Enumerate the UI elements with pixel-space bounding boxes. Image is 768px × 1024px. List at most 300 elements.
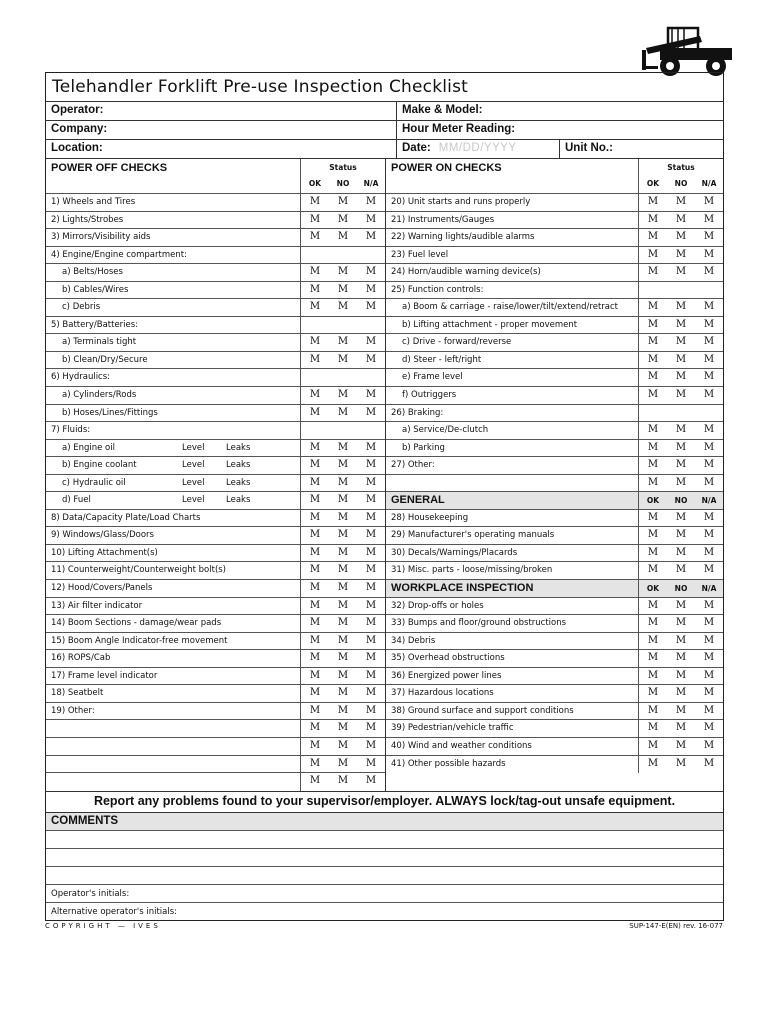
na-checkbox[interactable]: M <box>703 617 715 629</box>
na-checkbox[interactable]: M <box>703 652 715 664</box>
na-checkbox[interactable]: M <box>365 389 377 401</box>
ok-checkbox[interactable]: M <box>647 336 659 348</box>
no-checkbox[interactable]: M <box>337 599 349 611</box>
na-checkbox[interactable]: M <box>365 441 377 453</box>
ok-checkbox[interactable]: M <box>309 634 321 646</box>
ok-checkbox[interactable]: M <box>647 231 659 243</box>
no-checkbox[interactable]: M <box>675 266 687 278</box>
na-checkbox <box>695 282 723 299</box>
checklist-item-label <box>386 633 639 650</box>
na-checkbox[interactable]: M <box>703 196 715 207</box>
checklist-row <box>386 264 723 282</box>
na-checkbox[interactable]: M <box>703 476 715 488</box>
ok-checkbox[interactable]: M <box>309 283 321 295</box>
checklist-row <box>46 756 385 774</box>
na-checkbox[interactable]: M <box>365 406 377 418</box>
checklist-row <box>386 598 723 616</box>
date-field[interactable] <box>397 140 560 158</box>
no-checkbox[interactable]: M <box>675 704 687 716</box>
na-checkbox[interactable]: M <box>703 266 715 278</box>
na-checkbox[interactable]: M <box>365 722 377 734</box>
na-checkbox[interactable]: M <box>703 529 715 541</box>
status-header <box>301 159 385 193</box>
checklist-item-label <box>46 756 301 773</box>
na-checkbox[interactable]: M <box>703 459 715 471</box>
no-checkbox <box>329 317 357 334</box>
no-checkbox[interactable]: M <box>675 687 687 699</box>
item-text: 29) Manufacturer's operating manuals <box>391 530 555 541</box>
ok-checkbox[interactable]: M <box>647 529 659 541</box>
item-text: 36) Energized power lines <box>391 670 502 681</box>
item-text: 41) Other possible hazards <box>391 758 506 769</box>
na-checkbox[interactable]: M <box>703 704 715 716</box>
item-text: f) Outriggers <box>402 390 457 401</box>
na-checkbox[interactable]: M <box>365 564 377 576</box>
comment-line[interactable] <box>46 848 723 866</box>
ok-checkbox <box>639 282 667 299</box>
na-checkbox[interactable]: M <box>703 634 715 646</box>
ok-checkbox <box>301 369 329 386</box>
ok-checkbox[interactable]: M <box>647 318 659 330</box>
ok-checkbox[interactable]: M <box>309 301 321 313</box>
item-text: 1) Wheels and Tires <box>51 197 136 207</box>
checklist-row <box>46 773 385 791</box>
na-checkbox[interactable]: M <box>703 564 715 576</box>
power-off-title: POWER OFF CHECKS <box>46 159 301 193</box>
checklist-row <box>386 440 723 458</box>
power-off-column <box>46 159 386 791</box>
na-checkbox[interactable]: M <box>365 687 377 699</box>
no-checkbox[interactable]: M <box>675 353 687 365</box>
item-text: 5) Battery/Batteries: <box>51 319 139 330</box>
na-checkbox[interactable]: M <box>365 704 377 716</box>
no-checkbox[interactable]: M <box>337 564 349 576</box>
item-text: 33) Bumps and floor/ground obstructions <box>391 618 567 629</box>
checklist-row <box>386 475 723 493</box>
checklist-item-label <box>46 405 301 422</box>
checklist-item-label <box>46 633 301 650</box>
unit-no-field[interactable]: Unit No.: <box>565 142 613 154</box>
ok-checkbox[interactable]: M <box>647 652 659 664</box>
na-checkbox[interactable]: M <box>703 301 715 313</box>
power-on-header <box>386 159 723 194</box>
ok-checkbox[interactable]: M <box>309 529 321 541</box>
na-checkbox[interactable]: M <box>365 669 377 681</box>
checklist-item-label <box>46 685 301 702</box>
checklist-item-label <box>46 562 301 579</box>
no-checkbox[interactable]: M <box>675 248 687 260</box>
checklist-row <box>386 650 723 668</box>
no-checkbox[interactable]: M <box>675 669 687 681</box>
na-checkbox[interactable]: M <box>703 441 715 453</box>
no-checkbox[interactable]: M <box>675 459 687 471</box>
no-checkbox[interactable]: M <box>675 564 687 576</box>
status-header <box>639 159 723 193</box>
no-checkbox[interactable]: M <box>675 617 687 629</box>
item-text: a) Engine oil <box>62 442 115 453</box>
checklist-item-label <box>46 527 301 544</box>
alt-operator-initials-field[interactable]: Alternative operator's initials: <box>46 902 723 920</box>
checklist-item-label <box>386 685 639 702</box>
checklist-item-label <box>386 756 639 774</box>
checklist-row <box>46 527 385 545</box>
no-header: NO <box>674 179 688 188</box>
status-label: Status <box>329 163 357 172</box>
no-checkbox[interactable]: M <box>675 231 687 243</box>
item-text: 23) Fuel level <box>391 249 449 260</box>
na-checkbox[interactable]: M <box>703 248 715 260</box>
ok-checkbox[interactable]: M <box>647 424 659 436</box>
no-checkbox[interactable]: M <box>675 441 687 453</box>
checklist-item-label <box>46 440 301 457</box>
inspection-form <box>45 72 724 921</box>
no-header: NO <box>674 584 688 594</box>
checklist-item-label <box>46 194 301 211</box>
checklist-row <box>386 457 723 475</box>
item-text: 3) Mirrors/Visibility aids <box>51 232 151 243</box>
na-checkbox[interactable]: M <box>703 599 715 611</box>
no-checkbox[interactable]: M <box>337 459 349 471</box>
ok-checkbox[interactable]: M <box>647 704 659 716</box>
ok-checkbox[interactable]: M <box>647 617 659 629</box>
checklist-item-label <box>46 282 301 299</box>
checklist-item-label <box>386 405 639 422</box>
no-checkbox[interactable]: M <box>337 687 349 699</box>
na-checkbox[interactable]: M <box>703 739 715 751</box>
checklist-row <box>46 334 385 352</box>
ok-checkbox[interactable]: M <box>309 564 321 576</box>
ok-checkbox[interactable]: M <box>309 406 321 418</box>
checklist-item-label <box>386 247 639 264</box>
no-header: NO <box>674 496 688 506</box>
ok-checkbox[interactable]: M <box>647 389 659 401</box>
na-checkbox[interactable]: M <box>365 617 377 629</box>
item-text: 39) Pedestrian/vehicle traffic <box>391 723 514 734</box>
ok-checkbox[interactable]: M <box>647 739 659 751</box>
checklist-item-label <box>386 738 639 755</box>
na-header: N/A <box>701 584 717 594</box>
ok-checkbox[interactable]: M <box>309 266 321 278</box>
header-row-2 <box>46 120 723 139</box>
no-checkbox[interactable]: M <box>337 283 349 295</box>
checklist-item-label <box>46 475 301 492</box>
ok-checkbox[interactable]: M <box>647 476 659 488</box>
ok-checkbox[interactable]: M <box>309 459 321 471</box>
no-checkbox[interactable]: M <box>337 617 349 629</box>
ok-checkbox[interactable]: M <box>647 213 659 225</box>
checklist-row <box>46 685 385 703</box>
item-text: 13) Air filter indicator <box>51 600 143 611</box>
ok-checkbox[interactable]: M <box>647 634 659 646</box>
no-checkbox[interactable]: M <box>337 231 349 243</box>
na-checkbox[interactable]: M <box>365 652 377 664</box>
no-checkbox[interactable]: M <box>675 196 687 207</box>
comment-line[interactable] <box>46 866 723 884</box>
no-checkbox <box>329 422 357 439</box>
checklist-row <box>386 194 723 212</box>
na-checkbox[interactable]: M <box>703 231 715 243</box>
checklist-row <box>386 299 723 317</box>
operator-initials-field[interactable]: Operator's initials: <box>46 884 723 902</box>
item-text: 38) Ground surface and support conditions <box>391 705 574 716</box>
checklist-row <box>386 282 723 300</box>
no-checkbox[interactable]: M <box>675 529 687 541</box>
no-checkbox[interactable]: M <box>337 441 349 453</box>
ok-checkbox[interactable]: M <box>309 389 321 401</box>
item-text: b) Engine coolant <box>62 460 137 471</box>
ok-checkbox[interactable]: M <box>309 476 321 488</box>
ok-checkbox[interactable]: M <box>647 687 659 699</box>
ok-checkbox[interactable]: M <box>647 757 659 769</box>
na-checkbox[interactable]: M <box>365 582 377 594</box>
na-checkbox[interactable]: M <box>365 775 377 787</box>
ok-checkbox[interactable]: M <box>647 353 659 365</box>
no-checkbox[interactable]: M <box>337 336 349 348</box>
section-title: WORKPLACE INSPECTION <box>386 580 639 597</box>
no-checkbox[interactable]: M <box>675 511 687 523</box>
no-checkbox[interactable]: M <box>337 476 349 488</box>
checklist-row <box>386 668 723 686</box>
ok-checkbox[interactable]: M <box>309 353 321 365</box>
ok-checkbox[interactable]: M <box>647 301 659 313</box>
na-checkbox[interactable]: M <box>703 669 715 681</box>
na-checkbox[interactable]: M <box>365 283 377 295</box>
ok-checkbox[interactable]: M <box>309 669 321 681</box>
na-checkbox[interactable]: M <box>365 213 377 225</box>
level-label: Level <box>182 495 205 506</box>
no-checkbox[interactable]: M <box>675 652 687 664</box>
na-checkbox[interactable]: M <box>365 757 377 769</box>
item-text: b) Hoses/Lines/Fittings <box>62 407 158 418</box>
checklist-item-label <box>386 317 639 334</box>
ok-checkbox[interactable]: M <box>647 511 659 523</box>
na-header: N/A <box>701 496 717 506</box>
na-checkbox[interactable]: M <box>365 196 377 207</box>
no-checkbox[interactable]: M <box>675 424 687 436</box>
make-model-field[interactable]: Make & Model: <box>402 104 483 116</box>
no-checkbox[interactable]: M <box>337 775 349 787</box>
ok-checkbox[interactable]: M <box>309 599 321 611</box>
no-checkbox[interactable]: M <box>675 546 687 558</box>
na-checkbox[interactable]: M <box>365 459 377 471</box>
no-checkbox[interactable]: M <box>675 476 687 488</box>
location-field[interactable]: Location: <box>46 140 397 158</box>
no-checkbox[interactable]: M <box>337 529 349 541</box>
ok-checkbox[interactable]: M <box>309 336 321 348</box>
checklist-item-label <box>386 598 639 615</box>
ok-checkbox[interactable]: M <box>309 196 321 207</box>
ok-checkbox[interactable]: M <box>647 459 659 471</box>
na-checkbox[interactable]: M <box>703 757 715 769</box>
no-checkbox[interactable]: M <box>337 546 349 558</box>
checklist-row <box>46 545 385 563</box>
no-checkbox[interactable]: M <box>337 757 349 769</box>
checklist-item-label <box>46 668 301 685</box>
no-checkbox[interactable]: M <box>675 739 687 751</box>
no-checkbox[interactable]: M <box>675 371 687 383</box>
company-field[interactable]: Company: <box>46 121 397 139</box>
na-checkbox[interactable]: M <box>365 546 377 558</box>
no-checkbox[interactable]: M <box>337 353 349 365</box>
na-checkbox[interactable]: M <box>365 739 377 751</box>
no-checkbox[interactable]: M <box>675 389 687 401</box>
telehandler-logo-icon <box>640 22 736 78</box>
no-checkbox[interactable]: M <box>337 704 349 716</box>
item-text: c) Drive - forward/reverse <box>402 337 512 348</box>
no-checkbox[interactable]: M <box>337 213 349 225</box>
no-checkbox[interactable]: M <box>337 196 349 207</box>
ok-checkbox[interactable]: M <box>647 248 659 260</box>
item-text: 15) Boom Angle Indicator-free movement <box>51 635 228 646</box>
ok-checkbox[interactable]: M <box>309 494 321 506</box>
checklist-row <box>46 457 385 475</box>
no-checkbox[interactable]: M <box>675 213 687 225</box>
no-checkbox[interactable]: M <box>337 389 349 401</box>
no-checkbox[interactable]: M <box>337 494 349 506</box>
na-checkbox[interactable]: M <box>365 511 377 523</box>
no-checkbox[interactable]: M <box>675 336 687 348</box>
comment-line[interactable] <box>46 830 723 848</box>
no-checkbox[interactable]: M <box>337 669 349 681</box>
ok-checkbox[interactable]: M <box>647 564 659 576</box>
ok-checkbox[interactable]: M <box>309 757 321 769</box>
na-checkbox[interactable]: M <box>365 599 377 611</box>
no-checkbox[interactable]: M <box>675 757 687 769</box>
checklist-row <box>46 492 385 510</box>
ok-checkbox[interactable]: M <box>309 722 321 734</box>
na-checkbox <box>357 369 385 386</box>
no-checkbox[interactable]: M <box>675 722 687 734</box>
checklist-item-label <box>386 457 639 474</box>
ok-checkbox <box>301 422 329 439</box>
na-checkbox[interactable]: M <box>703 318 715 330</box>
item-text: 27) Other: <box>391 460 435 471</box>
na-checkbox[interactable]: M <box>365 336 377 348</box>
no-checkbox[interactable]: M <box>337 739 349 751</box>
na-checkbox[interactable]: M <box>365 301 377 313</box>
ok-checkbox[interactable]: M <box>309 213 321 225</box>
ok-checkbox[interactable]: M <box>647 371 659 383</box>
no-checkbox[interactable]: M <box>337 406 349 418</box>
ok-checkbox[interactable]: M <box>647 196 659 207</box>
hour-meter-field[interactable]: Hour Meter Reading: <box>402 123 516 135</box>
na-checkbox[interactable]: M <box>365 529 377 541</box>
ok-checkbox[interactable]: M <box>647 441 659 453</box>
na-checkbox[interactable]: M <box>365 494 377 506</box>
na-checkbox[interactable]: M <box>703 511 715 523</box>
item-text: 22) Warning lights/audible alarms <box>391 232 535 243</box>
checklist-row <box>386 352 723 370</box>
ok-checkbox[interactable]: M <box>309 231 321 243</box>
checklist-item-label <box>46 510 301 527</box>
ok-checkbox[interactable]: M <box>309 617 321 629</box>
na-checkbox[interactable]: M <box>703 371 715 383</box>
checklist-row <box>386 562 723 580</box>
ok-checkbox[interactable]: M <box>309 739 321 751</box>
checklist-row <box>386 738 723 756</box>
power-on-column <box>386 159 723 791</box>
item-text: 18) Seatbelt <box>51 688 104 699</box>
checklist-item-label <box>46 650 301 667</box>
no-checkbox[interactable]: M <box>337 266 349 278</box>
na-checkbox[interactable]: M <box>365 231 377 243</box>
checklist-row <box>386 405 723 423</box>
ok-checkbox[interactable]: M <box>309 441 321 453</box>
checklist-row <box>46 615 385 633</box>
item-text: 20) Unit starts and runs properly <box>391 197 531 207</box>
na-checkbox[interactable]: M <box>703 722 715 734</box>
item-text: 25) Function controls: <box>391 284 484 295</box>
ok-checkbox[interactable]: M <box>309 546 321 558</box>
checklist-row <box>386 633 723 651</box>
operator-field[interactable]: Operator: <box>46 102 397 120</box>
ok-checkbox[interactable]: M <box>309 652 321 664</box>
na-checkbox[interactable]: M <box>703 353 715 365</box>
checklist-row <box>386 545 723 563</box>
checklist-row <box>46 668 385 686</box>
checklist-item-label <box>46 229 301 246</box>
level-label: Level <box>182 460 205 471</box>
ok-checkbox[interactable]: M <box>309 582 321 594</box>
na-checkbox[interactable]: M <box>703 336 715 348</box>
checklist-row <box>46 633 385 651</box>
na-checkbox[interactable]: M <box>365 476 377 488</box>
no-checkbox[interactable]: M <box>675 599 687 611</box>
date-unit-wrap <box>397 140 723 158</box>
na-checkbox[interactable]: M <box>703 424 715 436</box>
na-checkbox[interactable]: M <box>703 213 715 225</box>
na-checkbox[interactable]: M <box>703 687 715 699</box>
ok-checkbox[interactable]: M <box>309 704 321 716</box>
no-checkbox[interactable]: M <box>337 582 349 594</box>
no-checkbox[interactable]: M <box>675 301 687 313</box>
checklist-item-label <box>386 562 639 579</box>
no-checkbox[interactable]: M <box>675 318 687 330</box>
na-checkbox[interactable]: M <box>703 546 715 558</box>
checklist-item-label <box>386 387 639 404</box>
copyright: COPYRIGHT — IVES <box>45 922 161 930</box>
checklist-row <box>386 247 723 265</box>
na-checkbox[interactable]: M <box>365 634 377 646</box>
na-checkbox[interactable]: M <box>365 353 377 365</box>
ok-checkbox[interactable]: M <box>309 687 321 699</box>
ok-checkbox[interactable]: M <box>647 546 659 558</box>
ok-checkbox <box>639 405 667 422</box>
na-checkbox[interactable]: M <box>365 266 377 278</box>
no-checkbox[interactable]: M <box>337 511 349 523</box>
ok-checkbox[interactable]: M <box>647 266 659 278</box>
ok-checkbox[interactable]: M <box>309 775 321 787</box>
leaks-label: Leaks <box>226 442 251 453</box>
ok-checkbox[interactable]: M <box>309 511 321 523</box>
na-checkbox[interactable]: M <box>703 389 715 401</box>
checklist-item-label <box>46 457 301 474</box>
ok-checkbox[interactable]: M <box>647 722 659 734</box>
ok-checkbox[interactable]: M <box>647 669 659 681</box>
no-checkbox[interactable]: M <box>675 634 687 646</box>
ok-checkbox[interactable]: M <box>647 599 659 611</box>
checklist-item-label <box>386 545 639 562</box>
item-text: d) Fuel <box>62 495 91 506</box>
checklist-item-label <box>46 545 301 562</box>
na-checkbox <box>695 405 723 422</box>
no-checkbox[interactable]: M <box>337 652 349 664</box>
no-checkbox[interactable]: M <box>337 301 349 313</box>
checklist-item-label <box>46 738 301 755</box>
no-checkbox[interactable]: M <box>337 722 349 734</box>
checklist-row <box>46 299 385 317</box>
no-checkbox[interactable]: M <box>337 634 349 646</box>
